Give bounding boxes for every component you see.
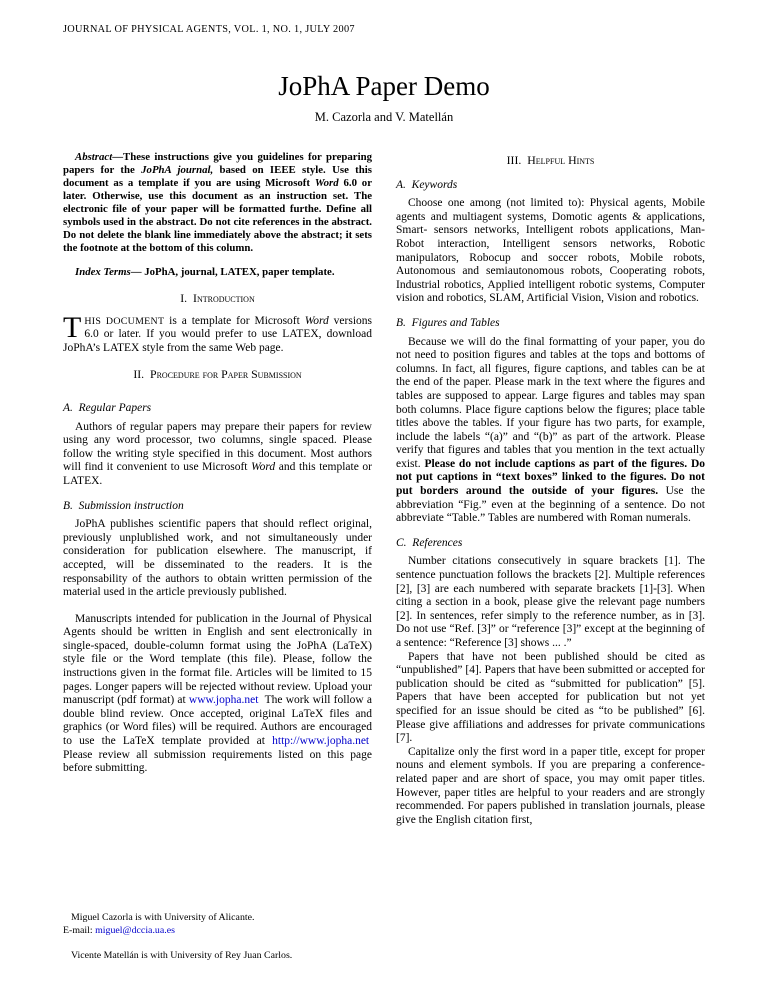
author-footnote — [63, 912, 372, 964]
text-run: Please review all submission requirements listed on this page before submitting. — [63, 735, 372, 775]
index-terms-label: Index Terms — [75, 266, 131, 278]
text-run: and this template or LATEX. — [63, 461, 372, 487]
italic-run: Word — [304, 314, 329, 327]
journal-header: JOURNAL OF PHYSICAL AGENTS, VOL. 1, NO. 1, JULY 2007 — [63, 24, 355, 35]
text-run: —These instructions give you guidelines for preparing papers for the — [63, 151, 372, 176]
text-run: — JoPhA, journal, LATEX, paper template. — [130, 266, 335, 278]
text-run: Manuscripts intended for publication in the Journal of Physical Agents should be written in English and sent electronically in single-spaced, double-column format using the JoPhA (LaTeX) style file or the Word template (this file). Please, follow the instructions given in the format file. Articles will be limited to 15 pages. Longer papers will be rejected without review. Upload your manuscript (pdf format) at — [63, 612, 372, 707]
paper-authors: M. Cazorla and V. Matellán — [314, 110, 454, 124]
keywords-paragraph: Choose one among (not limited to): Physical agents, Mobile agents and multiagent systems, Domotic agents & applications, Smart- sensors networks, Intelligent robots applications, Man-Robot interaction, Intelligent sensors networks, Robotic manipulators, Robocup and soccer robots, Mobile robots, Autonomous and semiautonomous robots, Cooperating robots, Industrial robotics, Applied intelligent robotic systems, Computer vision and robotics, SLAM, Artificial Vision, Vision and robotics. — [396, 197, 705, 305]
italic-run: JoPhA journal, — [141, 164, 214, 176]
footnote-matellan: Vicente Matellán is with University of Rey Juan Carlos. — [71, 949, 293, 961]
text-run: Authors of regular papers may prepare their papers for review using any word processor, two columns, single spaced. Please follow the writing style specified in this document. Most authors will find it convenient to use Microsoft — [63, 420, 372, 474]
introduction-paragraph — [63, 310, 372, 356]
subsection-heading-regular-papers: A. Regular Papers — [63, 401, 152, 414]
two-column-body — [63, 151, 705, 964]
subsection-heading-references: C. References — [396, 536, 463, 549]
text-run: based on IEEE style. Use this document as a template if you are using Microsoft — [63, 164, 372, 189]
left-column — [63, 151, 372, 964]
subsection-heading-keywords: A. Keywords — [396, 178, 458, 191]
submission-paragraph-2 — [63, 613, 372, 776]
text-run: Because we will do the final formatting of your paper, you do not need to position figures and tables at the tops and bottoms of columns. In fact, all figures, figure captions, and tables can be at the end of the paper. Please mark in the text where the figures and tables are supposed to appear. Large figures and tables may span both columns. Place figure captions below the figures; place table titles above the tables. If your figure has two parts, for example, include the labels “(a)” and “(b)” as part of the artwork. Please verify that figures and tables that you mention in the text actually exist. — [396, 335, 705, 470]
drop-cap: T — [63, 310, 82, 344]
right-column — [396, 151, 705, 964]
email-link[interactable]: miguel@dccia.ua.es — [95, 924, 175, 936]
references-paragraph-1: Number citations consecutively in square brackets [1]. The sentence punctuation follows the brackets [2]. Multiple references [2], [3] are each numbered with separate brackets [1]-[3]. When citing a section in a book, please give the relevant page numbers [2]. In sentences, refer simply to the reference number, as in [3]. Do not use “Ref. [3]” or “reference [3]” except at the beginning of a sentence: “Reference [3] shows ... .” — [396, 555, 705, 649]
regular-papers-paragraph — [63, 421, 372, 489]
references-paragraph-3: Capitalize only the first word in a paper title, except for proper nouns and element symbols. If you are preparing a conference-related paper and are short of space, you may omit paper titles. However, paper titles are helpful to your readers and are strongly recommended. For papers published in translation journals, please give the English citation first, — [396, 745, 705, 826]
footnote-cazorla — [63, 912, 372, 936]
index-terms-paragraph — [63, 266, 372, 279]
text-run: versions 6.0 or later. If you would prefer to use LATEX, download JoPhA’s LATEX style from the same Web page. — [63, 314, 372, 354]
jopha-net-url-link[interactable]: http://www.jopha.net — [272, 735, 370, 748]
text-run: Miguel Cazorla is with University of Alicante. — [71, 912, 255, 924]
smallcaps-run: HIS DOCUMENT — [84, 315, 165, 327]
text-run: The work will follow a double blind review. Once accepted, original LaTeX files and graphics (or Word files) will be required. Authors are encouraged to use the LaTeX template provided at — [63, 694, 373, 748]
abstract-label: Abstract — [75, 151, 113, 163]
text-run: is a template for Microsoft — [164, 314, 305, 327]
section-heading-introduction: I. Introduction — [180, 291, 255, 305]
section-heading-procedure: II. Procedure for Paper Submission — [133, 367, 302, 382]
references-paragraph-2: Papers that have not been published should be cited as “unpublished” [4]. Papers that have been submitted or accepted for publication should be cited as “submitted for publication” [5]. Papers that have been accepted for publication but not yet specified for an issue should be cited as “to be published” [6]. Please give affiliations and addresses for private communications [7]. — [396, 650, 705, 745]
submission-paragraph-1: JoPhA publishes scientific papers that should reflect original, previously unplublished work, and not simultaneously under consideration for publication elsewhere. The manuscript, if accepted, will be disseminated to the readers. It is the responsability of the authors to obtain written permission of the material used in the article previously published. — [63, 518, 372, 599]
jopha-net-link[interactable]: www.jopha.net — [188, 694, 259, 707]
section-heading-helpful-hints: III. Helpful Hints — [506, 153, 595, 167]
email-label: E-mail: — [63, 924, 96, 936]
italic-run: Word — [314, 177, 339, 189]
abstract-paragraph — [63, 151, 372, 255]
figures-tables-paragraph — [396, 336, 705, 526]
bold-run: Please do not include captions as part of the figures. Do not put captions in “text boxes” linked to the figures. Do not put borders around the outside of your figures. — [396, 457, 705, 498]
text-run: 6.0 or later. Otherwise, use this document as an instruction set. The electronic file of your paper will be formatted furthe. Define all symbols used in the abstract. Do not cite references in the abstract. Do not delete the blank line immediately above the abstract; it sets the footnote at the bottom of this column. — [63, 177, 372, 254]
paper-title: JoPhA Paper Demo — [278, 71, 490, 101]
subsection-heading-submission-instruction: B. Submission instruction — [63, 499, 184, 512]
subsection-heading-figures-tables: B. Figures and Tables — [396, 316, 500, 329]
text-run: Use the abbreviation “Fig.” even at the beginning of a sentence. Do not abbreviate “Table.” Tables are numbered with Roman numerals. — [396, 485, 705, 525]
italic-run: Word — [251, 461, 276, 474]
